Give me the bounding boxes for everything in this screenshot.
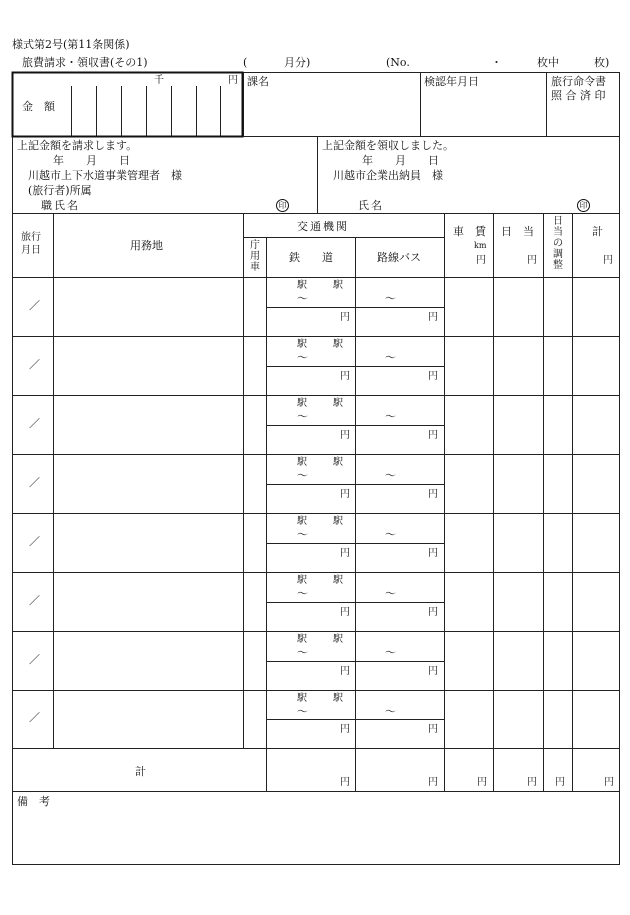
bus-yen: 円: [428, 430, 438, 441]
bus-tilde: ～: [385, 410, 396, 423]
railway-yen: 円: [340, 312, 350, 323]
total-bus-yen: 円: [428, 777, 438, 788]
total-adjust-yen: 円: [555, 777, 565, 788]
claim-name-label: 職氏名: [41, 199, 80, 212]
destination-header: 用務地: [130, 239, 163, 252]
car-fare-yen: 円: [476, 255, 486, 266]
official-car-header: 庁用車: [250, 240, 260, 273]
total-railway-yen: 円: [340, 777, 350, 788]
daily-yen: 円: [527, 255, 537, 266]
claim-addressee: 川越市上下水道事業管理者 様: [28, 169, 182, 182]
railway-from-station: 駅: [297, 634, 307, 645]
claim-date: 年 月 日: [53, 154, 130, 167]
receipt-date: 年 月 日: [362, 154, 439, 167]
railway-to-station: 駅: [333, 457, 343, 468]
bus-yen: 円: [428, 666, 438, 677]
thousand-label: 千: [154, 75, 164, 86]
row-date-slash: ／: [29, 711, 40, 724]
form-title: 旅費請求・領収書(その1): [22, 56, 148, 69]
railway-header: 鉄 道: [289, 251, 333, 264]
total-sheet-label: 枚): [594, 56, 610, 69]
row-date-slash: ／: [29, 358, 40, 371]
month-label: 月分): [284, 56, 311, 69]
bus-yen: 円: [428, 548, 438, 559]
bus-tilde: ～: [385, 705, 396, 718]
railway-tilde: ～: [297, 351, 308, 364]
railway-tilde: ～: [297, 410, 308, 423]
railway-from-station: 駅: [297, 457, 307, 468]
total-car-fare-yen: 円: [477, 777, 487, 788]
bus-header: 路線バス: [377, 251, 421, 264]
railway-to-station: 駅: [333, 693, 343, 704]
railway-from-station: 駅: [297, 339, 307, 350]
total-col-yen: 円: [603, 255, 613, 266]
travel-date-label-1: 旅行: [21, 232, 41, 243]
railway-from-station: 駅: [297, 575, 307, 586]
order-check-seal-label: 照 合 済 印: [551, 89, 606, 102]
bus-tilde: ～: [385, 587, 396, 600]
railway-yen: 円: [340, 489, 350, 500]
railway-tilde: ～: [297, 469, 308, 482]
adjust-header: 日当の調整: [553, 216, 563, 271]
row-date-slash: ／: [29, 417, 40, 430]
form-number: 様式第2号(第11条関係): [12, 38, 130, 51]
number-dot: ・: [491, 56, 502, 69]
transport-header: 交通機関: [297, 220, 349, 233]
railway-from-station: 駅: [297, 280, 307, 291]
railway-to-station: 駅: [333, 339, 343, 350]
railway-to-station: 駅: [333, 575, 343, 586]
bus-yen: 円: [428, 312, 438, 323]
bus-tilde: ～: [385, 292, 396, 305]
railway-yen: 円: [340, 666, 350, 677]
bus-yen: 円: [428, 724, 438, 735]
total-sum-yen: 円: [604, 777, 614, 788]
row-date-slash: ／: [29, 594, 40, 607]
bus-yen: 円: [428, 489, 438, 500]
row-date-slash: ／: [29, 299, 40, 312]
month-paren: (: [243, 56, 248, 69]
remarks-label: 備 考: [17, 795, 50, 808]
railway-yen: 円: [340, 724, 350, 735]
railway-to-station: 駅: [333, 634, 343, 645]
claim-seal: 印: [276, 199, 289, 212]
railway-yen: 円: [340, 371, 350, 382]
total-col-header: 計: [592, 225, 603, 238]
railway-to-station: 駅: [333, 516, 343, 527]
section-name-label: 課名: [247, 75, 269, 88]
railway-to-station: 駅: [333, 280, 343, 291]
car-fare-km: km: [474, 241, 487, 250]
total-daily-yen: 円: [527, 777, 537, 788]
row-date-slash: ／: [29, 535, 40, 548]
row-date-slash: ／: [29, 476, 40, 489]
bus-tilde: ～: [385, 469, 396, 482]
railway-tilde: ～: [297, 528, 308, 541]
grand-total-label: 計: [135, 765, 146, 778]
receipt-addressee: 川越市企業出納員 様: [333, 169, 443, 182]
bus-tilde: ～: [385, 646, 396, 659]
bus-tilde: ～: [385, 351, 396, 364]
railway-yen: 円: [340, 548, 350, 559]
bus-yen: 円: [428, 607, 438, 618]
receipt-seal: 印: [577, 199, 590, 212]
railway-from-station: 駅: [297, 693, 307, 704]
railway-from-station: 駅: [297, 516, 307, 527]
number-label: (No.: [386, 56, 410, 69]
railway-yen: 円: [340, 607, 350, 618]
receipt-name-label: 氏名: [358, 199, 384, 212]
car-fare-header: 車 賃: [453, 225, 486, 238]
amount-label: 金 額: [22, 100, 55, 113]
bus-tilde: ～: [385, 528, 396, 541]
travel-date-label-2: 月日: [21, 245, 41, 256]
railway-from-station: 駅: [297, 398, 307, 409]
claim-traveler-dept: (旅行者)所属: [28, 184, 92, 197]
claim-statement: 上記金額を請求します。: [17, 139, 138, 152]
bus-yen: 円: [428, 371, 438, 382]
railway-yen: 円: [340, 430, 350, 441]
sheet-label: 枚中: [537, 56, 559, 69]
railway-tilde: ～: [297, 292, 308, 305]
row-date-slash: ／: [29, 653, 40, 666]
railway-tilde: ～: [297, 587, 308, 600]
railway-tilde: ～: [297, 705, 308, 718]
amount-yen: 円: [228, 75, 238, 86]
order-check-label: 旅行命令書: [551, 75, 606, 88]
railway-tilde: ～: [297, 646, 308, 659]
receipt-statement: 上記金額を領収しました。: [322, 139, 454, 152]
inspection-date-label: 検認年月日: [424, 75, 479, 88]
daily-header: 日 当: [501, 225, 534, 238]
railway-to-station: 駅: [333, 398, 343, 409]
